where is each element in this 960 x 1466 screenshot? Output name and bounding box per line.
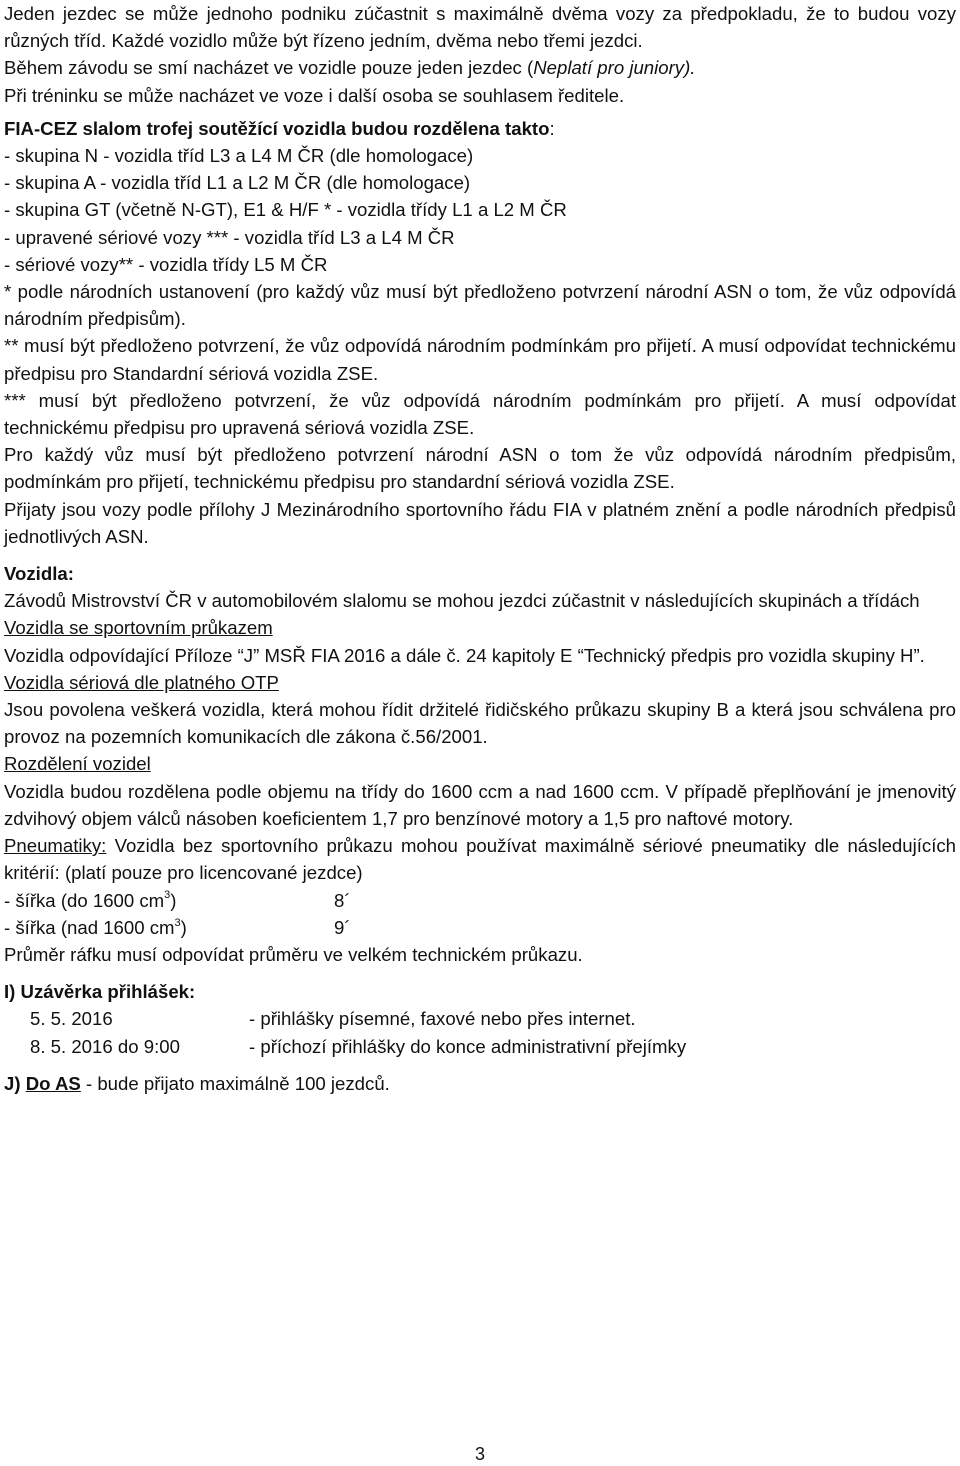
tyres-paragraph [4, 832, 956, 886]
tyre-label-sup: 3 [164, 889, 171, 902]
tyre-label-text: - šířka (do 1600 cm [4, 889, 165, 911]
closing-heading: I) Uzávěrka přihlášek: [4, 981, 196, 1003]
groups-heading [4, 115, 956, 142]
tyre-row-label [4, 887, 334, 914]
tyre-label-close: ) [180, 916, 187, 938]
deadline-text: - příchozí přihlášky do konce administrativní přejímky [249, 1035, 687, 1057]
deadline-text: - přihlášky písemné, faxové nebo přes internet. [249, 1008, 636, 1030]
rim-text: Průměr ráfku musí odpovídat průměru ve velkém technickém průkazu. [4, 943, 583, 965]
start-paragraph [4, 1070, 956, 1097]
intro-rule-one-driver-text: Během závodu se smí nacházet ve vozidle pouze jeden jezdec ( [4, 57, 534, 79]
group-item: - upravené sériové vozy *** - vozidla tříd L3 a L4 M ČR [4, 226, 455, 248]
note-single-star: * podle národních ustanovení (pro každý vůz musí být předloženo potvrzení národní ASN o tom, že vůz odpovídá národním předpisům). [4, 281, 956, 330]
document-page [4, 0, 956, 1097]
sport-vehicles-heading: Vozidla se sportovním průkazem [4, 617, 273, 639]
tyre-row-label [4, 914, 334, 941]
asn-confirmation-paragraph: Pro každý vůz musí být předloženo potvrzení národní ASN o tom že vůz odpovídá národním předpisům, podmínkám pro přijetí, technickému předpisu pro standardní sériová vozidla ZSE. [4, 444, 956, 493]
tyre-row-value: 9´ [334, 916, 351, 938]
tyre-row-value: 8´ [334, 889, 351, 911]
group-item: - sériové vozy** - vozidla třídy L5 M ČR [4, 253, 328, 275]
appendix-j-paragraph: Přijaty jsou vozy podle přílohy J Mezinárodního sportovního řádu FIA v platném znění a podle národních předpisů jednotlivých ASN. [4, 498, 956, 547]
note-double-star: ** musí být předloženo potvrzení, že vůz odpovídá národním podmínkám pro přijetí. A musí odpovídat technickému předpisu pro Standardní sériová vozidla ZSE. [4, 335, 956, 384]
note-triple-star: *** musí být předloženo potvrzení, že vůz odpovídá národním podmínkám pro přijetí. A musí odpovídat technickému předpisu pro upravená sériová vozidla ZSE. [4, 389, 956, 439]
group-item: - skupina A - vozidla tříd L1 a L2 M ČR (dle homologace) [4, 172, 471, 194]
start-prefix: J) [4, 1072, 26, 1094]
start-text: - bude přijato maximálně 100 jezdců. [80, 1072, 390, 1094]
sport-vehicles-text: Vozidla odpovídající Příloze “J” MSŘ FIA 2016 a dále č. 24 kapitoly E “Technický předpis pro vozidla skupiny H”. [4, 644, 925, 666]
start-heading: Do AS [25, 1072, 81, 1094]
intro-rule-two-cars: Jeden jezdec se může jednoho podniku zúčastnit s maximálně dvěma vozy za předpokladu, že to budou vozy různých tříd. Každé vozidlo může být řízeno jedním, dvěma nebo třemi jezdci. [4, 3, 956, 52]
serial-vehicles-text: Jsou povolena veškerá vozidla, která mohou řídit držitelé řidičského průkazu skupiny B a která jsou schválena pro provoz na pozemních komunikacích dle zákona č.56/2001. [4, 699, 956, 748]
deadline-row [4, 1005, 956, 1032]
division-heading: Rozdělení vozidel [4, 753, 151, 775]
vehicles-heading: Vozidla: [4, 563, 74, 585]
tyre-label-close: ) [170, 889, 177, 911]
groups-heading-text: FIA-CEZ slalom trofej soutěžící vozidla budou rozdělena takto [4, 117, 550, 139]
tyre-row-small [4, 887, 956, 914]
groups-heading-colon: : [549, 117, 555, 139]
division-text: Vozidla budou rozdělena podle objemu na třídy do 1600 ccm a nad 1600 ccm. V případě přeplňování je jmenovitý zdvihový objem válců násoben koeficientem 1,7 pro benzínové motory a 1,5 pro naftové motory. [4, 780, 956, 829]
deadline-row [4, 1033, 956, 1060]
intro-rule-one-driver [4, 54, 956, 81]
serial-vehicles-heading: Vozidla sériová dle platného OTP [4, 671, 279, 693]
intro-rule-training: Při tréninku se může nacházet ve voze i další osoba se souhlasem ředitele. [4, 84, 625, 106]
tyre-row-large [4, 914, 956, 941]
group-item: - skupina N - vozidla tříd L3 a L4 M ČR (dle homologace) [4, 145, 474, 167]
page-number: 3 [474, 1444, 485, 1464]
tyres-heading: Pneumatiky: [4, 835, 107, 857]
tyre-label-sup: 3 [174, 916, 181, 929]
tyres-text: Vozidla bez sportovního průkazu mohou používat maximálně sériové pneumatiky dle následujících kritérií: (platí pouze pro licencované jezdce) [4, 835, 956, 884]
tyre-label-text: - šířka (nad 1600 cm [4, 916, 175, 938]
group-item: - skupina GT (včetně N-GT), E1 & H/F * - vozidla třídy L1 a L2 M ČR [4, 199, 567, 221]
deadline-date: 8. 5. 2016 do 9:00 [30, 1035, 180, 1057]
intro-rule-juniors: Neplatí pro juniory). [533, 57, 696, 79]
vehicles-intro: Závodů Mistrovství ČR v automobilovém slalomu se mohou jezdci zúčastnit v následujících skupinách a třídách [4, 590, 920, 612]
deadline-date: 5. 5. 2016 [30, 1008, 113, 1030]
